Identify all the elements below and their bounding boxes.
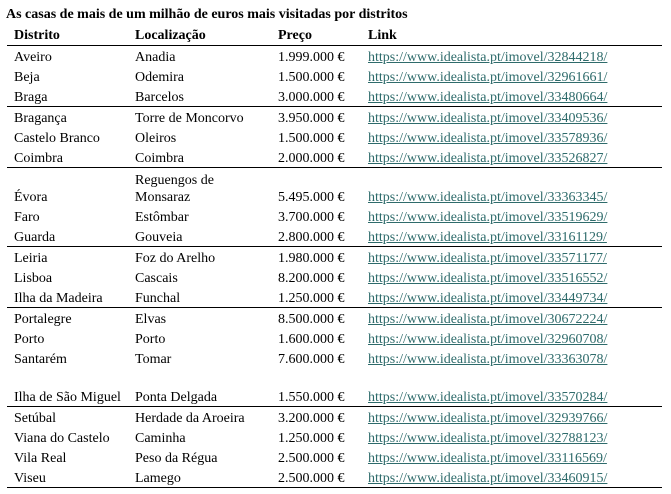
cell-localizacao: Coimbra [135, 151, 184, 166]
properties-table [7, 27, 662, 488]
header-localizacao: Localização [128, 27, 271, 46]
cell-distrito: Guarda [14, 230, 56, 245]
table-row [7, 407, 662, 428]
cell-localizacao: Anadia [135, 50, 176, 65]
cell-link [361, 107, 662, 128]
cell-localizacao: Ponta Delgada [135, 390, 218, 405]
header-distrito: Distrito [7, 27, 128, 46]
cell-localizacao: Odemira [135, 70, 184, 85]
cell-link [361, 267, 662, 287]
cell-localizacao: Herdade da Aroeira [128, 407, 271, 428]
table-body [7, 46, 662, 488]
cell-distrito: Beja [14, 70, 40, 85]
header-preco: Preço [271, 27, 361, 46]
cell-distrito: Leiria [7, 247, 128, 268]
cell-preco: 8.200.000 € [278, 271, 345, 286]
table-row [7, 348, 662, 368]
listing-link[interactable]: https://www.idealista.pt/imovel/33116569/ [368, 451, 607, 466]
cell-distrito: Portalegre [7, 308, 128, 329]
table-row [7, 127, 662, 147]
cell-preco: 1.500.000 € [278, 131, 345, 146]
cell-localizacao: Foz do Arelho [128, 247, 271, 268]
cell-distrito: Santarém [14, 352, 67, 367]
cell-link [361, 86, 662, 107]
listing-link[interactable]: https://www.idealista.pt/imovel/32788123/ [368, 431, 608, 446]
cell-link [361, 127, 662, 147]
listing-link[interactable]: https://www.idealista.pt/imovel/33161129/ [368, 230, 607, 245]
cell-localizacao: Peso da Régua [135, 451, 218, 466]
cell-link [361, 447, 662, 467]
table-row [7, 247, 662, 268]
table-row [7, 287, 662, 308]
cell-link [361, 46, 662, 67]
listing-link[interactable]: https://www.idealista.pt/imovel/32961661/ [368, 70, 608, 85]
listing-link[interactable]: https://www.idealista.pt/imovel/32960708/ [368, 332, 608, 347]
cell-link [361, 247, 662, 268]
listing-link[interactable]: https://www.idealista.pt/imovel/33516552/ [368, 271, 608, 286]
cell-distrito: Vila Real [14, 451, 67, 466]
cell-preco: 1.500.000 € [278, 70, 345, 85]
cell-link [361, 66, 662, 86]
table-row [7, 66, 662, 86]
cell-localizacao: Lamego [128, 467, 271, 488]
listing-link[interactable]: https://www.idealista.pt/imovel/33570284/ [368, 390, 608, 405]
table-row [7, 427, 662, 447]
cell-link [361, 206, 662, 226]
listing-link[interactable]: https://www.idealista.pt/imovel/30672224/ [368, 312, 608, 327]
cell-localizacao: Reguengos de Monsaraz [128, 168, 271, 207]
table-row [7, 467, 662, 488]
listing-link[interactable]: https://www.idealista.pt/imovel/33519629/ [368, 210, 608, 225]
cell-preco: 2.800.000 € [278, 230, 345, 245]
cell-distrito: Faro [14, 210, 40, 225]
cell-localizacao: Tomar [135, 352, 172, 367]
listing-link[interactable]: https://www.idealista.pt/imovel/33526827/ [368, 151, 608, 166]
cell-distrito: Ilha da Madeira [14, 291, 103, 306]
cell-localizacao: Funchal [135, 291, 181, 306]
cell-distrito: Porto [14, 332, 45, 347]
cell-localizacao: Elvas [128, 308, 271, 329]
cell-localizacao: Torre de Moncorvo [128, 107, 271, 128]
cell-distrito: Setúbal [7, 407, 128, 428]
cell-localizacao: Estômbar [135, 210, 189, 225]
cell-localizacao: Caminha [135, 431, 186, 446]
cell-distrito: Bragança [7, 107, 128, 128]
cell-link [361, 308, 662, 329]
cell-link [361, 287, 662, 308]
cell-preco: 3.200.000 € [271, 407, 361, 428]
cell-link [361, 328, 662, 348]
cell-link [361, 226, 662, 247]
cell-link [361, 427, 662, 447]
cell-localizacao: Oleiros [135, 131, 177, 146]
cell-distrito: Lisboa [14, 271, 53, 286]
cell-preco: 2.500.000 € [278, 451, 345, 466]
listing-link[interactable]: https://www.idealista.pt/imovel/32844218/ [368, 50, 608, 65]
cell-link [361, 467, 662, 488]
cell-link [361, 168, 662, 207]
cell-distrito: Castelo Branco [14, 131, 100, 146]
cell-preco: 8.500.000 € [271, 308, 361, 329]
cell-preco: 1.550.000 € [278, 390, 345, 405]
listing-link[interactable]: https://www.idealista.pt/imovel/33571177/ [368, 251, 607, 266]
header-row [7, 27, 662, 46]
cell-localizacao: Cascais [135, 271, 178, 286]
table-row [7, 447, 662, 467]
cell-preco: 2.000.000 € [278, 151, 345, 166]
table-row [7, 86, 662, 107]
cell-link [361, 368, 662, 407]
table-row [7, 206, 662, 226]
cell-distrito: Braga [14, 90, 48, 105]
cell-localizacao: Barcelos [135, 90, 184, 105]
listing-link[interactable]: https://www.idealista.pt/imovel/33409536/ [368, 111, 608, 126]
table-title: As casas de mais de um milhão de euros mais visitadas por distritos [6, 7, 408, 22]
cell-localizacao: Porto [135, 332, 166, 347]
cell-distrito: Viseu [7, 467, 128, 488]
cell-preco: 1.999.000 € [278, 50, 345, 65]
cell-preco: 3.950.000 € [271, 107, 361, 128]
cell-distrito: Viana do Castelo [14, 431, 110, 446]
table-row [7, 107, 662, 128]
cell-preco: 2.500.000 € [271, 467, 361, 488]
listing-link[interactable]: https://www.idealista.pt/imovel/33578936/ [368, 131, 608, 146]
table-row [7, 46, 662, 67]
cell-link [361, 348, 662, 368]
table-row [7, 147, 662, 168]
table-row [7, 267, 662, 287]
cell-preco: 1.250.000 € [278, 431, 345, 446]
cell-localizacao: Gouveia [135, 230, 183, 245]
listing-link[interactable]: https://www.idealista.pt/imovel/33363345/ [368, 190, 608, 205]
header-link: Link [361, 27, 662, 46]
cell-link [361, 407, 662, 428]
cell-preco: 1.600.000 € [278, 332, 345, 347]
listing-link[interactable]: https://www.idealista.pt/imovel/33480664/ [368, 90, 608, 105]
listing-link[interactable]: https://www.idealista.pt/imovel/33449734/ [368, 291, 608, 306]
table-row [7, 308, 662, 329]
cell-distrito: Coimbra [14, 151, 63, 166]
cell-preco: 5.495.000 € [271, 168, 361, 207]
table-row [7, 168, 662, 207]
cell-preco: 1.250.000 € [278, 291, 345, 306]
cell-preco: 3.700.000 € [278, 210, 345, 225]
cell-preco: 1.980.000 € [271, 247, 361, 268]
listing-link[interactable]: https://www.idealista.pt/imovel/33460915/ [368, 471, 608, 486]
listing-link[interactable]: https://www.idealista.pt/imovel/33363078/ [368, 352, 608, 367]
cell-preco: 3.000.000 € [278, 90, 345, 105]
cell-distrito: Évora [7, 168, 128, 207]
listing-link[interactable]: https://www.idealista.pt/imovel/32939766/ [368, 411, 608, 426]
table-row [7, 328, 662, 348]
cell-distrito: Ilha de São Miguel [14, 390, 121, 405]
cell-distrito: Aveiro [14, 50, 52, 65]
cell-link [361, 147, 662, 168]
table-row [7, 226, 662, 247]
cell-preco: 7.600.000 € [278, 352, 345, 367]
table-row [7, 368, 662, 407]
